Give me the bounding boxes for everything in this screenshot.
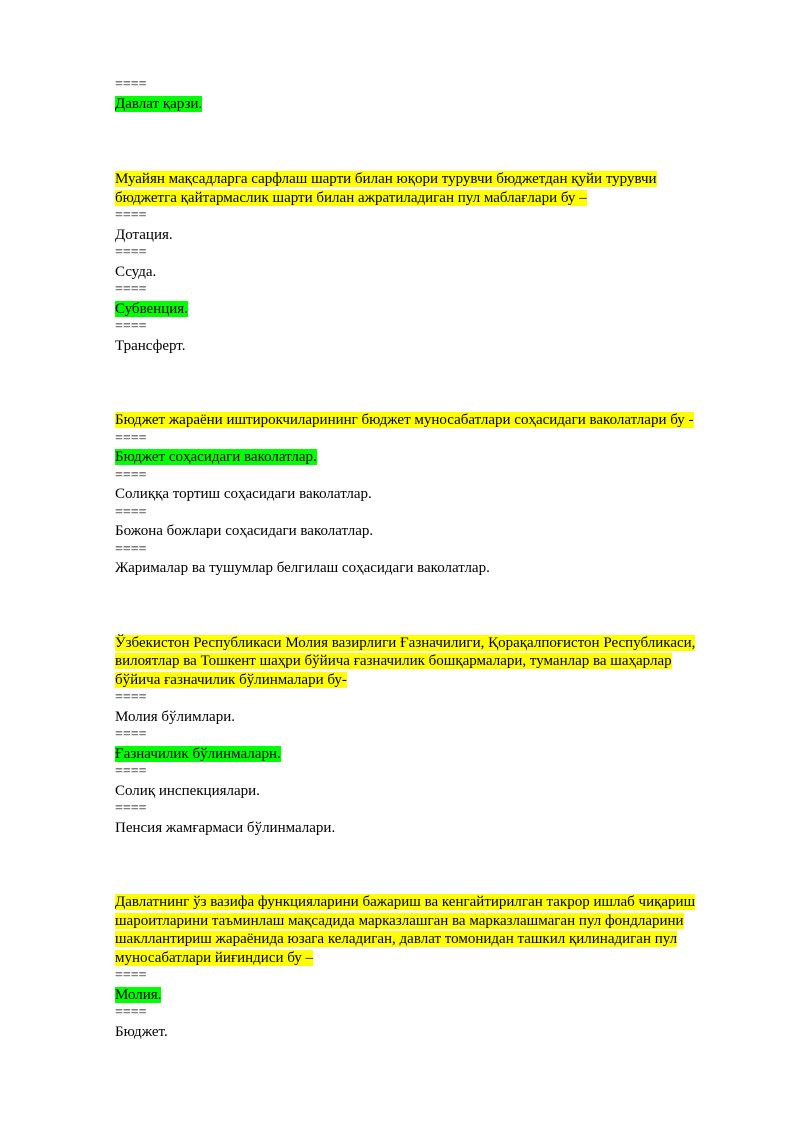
correct-answer: Субвенция.: [115, 300, 188, 317]
answer-option: Пенсия жамғармаси бўлинмалари.: [115, 819, 336, 836]
question-text-line: муносабатлари йиғиндиси бу –: [115, 949, 314, 966]
answer-option: Солиқ инспекциялари.: [115, 782, 260, 799]
answer-option: Бюджет.: [115, 1023, 168, 1040]
separator: ====: [115, 504, 147, 520]
question-block: [115, 634, 745, 838]
separator: ====: [115, 319, 147, 334]
answer-option: Трансферт.: [115, 337, 186, 354]
question-text-line: вилоятлар ва Тошкент шаҳри бўйича ғазначилик бошқармалари, туманлар ва шаҳарлар: [115, 653, 672, 669]
answer-option: Жарималар ва тушумлар белгилаш соҳасидаги ваколатлар.: [115, 560, 490, 576]
question-text-line: Бюджет жараёни иштирокчиларининг бюджет муносабатлари соҳасидаги ваколатлари бу -: [115, 412, 694, 428]
answer-option: Дотация.: [115, 226, 173, 243]
question-text-line: бюджетга қайтармаслик шарти билан ажратиладиган пул маблағлари бу –: [115, 189, 587, 206]
separator: ====: [115, 690, 147, 705]
correct-answer: Давлат қарзи.: [115, 95, 203, 112]
question-block: [115, 411, 745, 578]
question-text-line: шакллантириш жараёнида юзага келадиган, давлат томонидан ташкил қилинадиган пул: [115, 931, 678, 947]
question-text-line: Муайян мақсадларга сарфлаш шарти билан юқори турувчи бюджетдан қуйи турувчи: [115, 171, 657, 187]
separator: ====: [115, 1005, 147, 1020]
separator: ====: [115, 467, 147, 483]
question-text-line: бўйича ғазначилик бўлинмалари бу-: [115, 671, 347, 688]
question-block: [115, 893, 745, 1041]
question-text-line: Ўзбекистон Республикаси Молия вазирлиги Ғазначилиги, Қорақалпоғистон Республикаси,: [115, 634, 696, 651]
separator: ====: [115, 77, 147, 92]
separator: ====: [115, 764, 147, 779]
answer-option: Молия бўлимлари.: [115, 708, 235, 725]
separator: ====: [115, 282, 147, 297]
separator: ====: [115, 968, 147, 983]
question-text-line: шароитларини таъминлаш мақсадида марказлашган ва марказлашмаган пул фондларини: [115, 912, 684, 929]
separator: ====: [115, 801, 147, 816]
question-text-line: Давлатнинг ўз вазифа функцияларини бажариш ва кенгайтирилган такрор ишлаб чиқариш: [115, 894, 696, 910]
question-block: [115, 170, 745, 355]
question-list: [115, 170, 745, 1041]
correct-answer: Бюджет соҳасидаги ваколатлар.: [115, 449, 317, 465]
correct-answer: Ғазначилик бўлинмаларн.: [115, 745, 281, 762]
separator: ====: [115, 727, 147, 742]
answer-option: Божона божлари соҳасидаги ваколатлар.: [115, 523, 374, 539]
separator: ====: [115, 541, 147, 557]
document-body: [115, 76, 745, 1041]
correct-answer: Молия.: [115, 986, 162, 1003]
separator: ====: [115, 430, 147, 446]
answer-option: Солиққа тортиш соҳасидаги ваколатлар.: [115, 486, 372, 502]
separator: ====: [115, 245, 147, 260]
separator: ====: [115, 208, 147, 223]
answer-option: Ссуда.: [115, 263, 157, 280]
